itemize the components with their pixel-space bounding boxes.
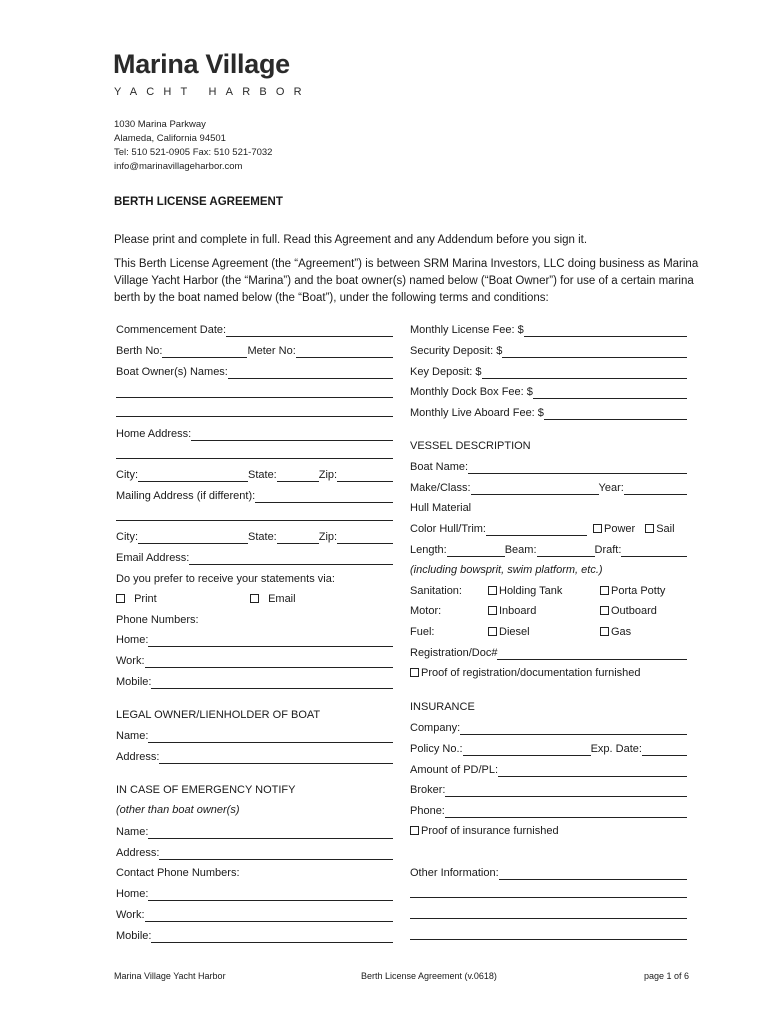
other-information-field[interactable] bbox=[410, 865, 687, 880]
emergency-mobile-field[interactable] bbox=[116, 928, 393, 943]
draft-label: Draft: bbox=[594, 544, 622, 556]
mailing-city-label: City: bbox=[116, 531, 138, 543]
legal-owner-address-label: Address: bbox=[116, 751, 160, 763]
home-phone-label: Home: bbox=[116, 634, 149, 646]
key-deposit-label: Key Deposit: $ bbox=[410, 366, 482, 378]
dock-box-fee-label: Monthly Dock Box Fee: $ bbox=[410, 386, 533, 398]
outboard-label: Outboard bbox=[611, 605, 657, 617]
sail-option[interactable] bbox=[645, 523, 674, 536]
inboard-label: Inboard bbox=[499, 605, 537, 617]
city-state-zip-field[interactable] bbox=[116, 467, 393, 482]
proof-insurance-label: Proof of insurance furnished bbox=[421, 825, 559, 837]
meter-no-label: Meter No: bbox=[247, 345, 296, 357]
make-class-year-field[interactable] bbox=[410, 480, 687, 495]
inboard-option[interactable] bbox=[488, 605, 536, 618]
print-checkbox[interactable] bbox=[116, 594, 125, 603]
logo-subtitle: YACHT HARBOR bbox=[114, 86, 311, 98]
address-line-4: info@marinavillageharbor.com bbox=[114, 161, 243, 172]
emergency-home-field[interactable] bbox=[116, 886, 393, 901]
outboard-checkbox[interactable] bbox=[600, 606, 609, 615]
proof-insurance-option[interactable] bbox=[410, 825, 559, 838]
logo-title: Marina Village bbox=[113, 49, 290, 79]
mailing-address-field[interactable] bbox=[116, 488, 393, 503]
work-phone-field[interactable] bbox=[116, 653, 393, 668]
insurance-phone-label: Phone: bbox=[410, 805, 445, 817]
address-line-1: 1030 Marina Parkway bbox=[114, 119, 206, 130]
zip-label: Zip: bbox=[318, 469, 338, 481]
print-option[interactable] bbox=[116, 593, 157, 606]
inboard-checkbox[interactable] bbox=[488, 606, 497, 615]
mailing-address-line-2[interactable] bbox=[116, 520, 393, 521]
intro-paragraph: This Berth License Agreement (the “Agreement”) is between SRM Marina Investors, LLC doing business as Marina Village Yacht Harbor (the “Marina”) and the boat owner(s) named below (“Boat Owner”) for use of a certain marina berth by the boat named below (the “Boat”), under the following terms and conditions: bbox=[114, 258, 699, 304]
mailing-zip-label: Zip: bbox=[318, 531, 338, 543]
email-address-field[interactable] bbox=[116, 550, 393, 565]
outboard-option[interactable] bbox=[600, 605, 657, 618]
work-phone-label: Work: bbox=[116, 655, 145, 667]
email-checkbox[interactable] bbox=[250, 594, 259, 603]
address-line-2: Alameda, California 94501 bbox=[114, 133, 226, 144]
other-information-line-2[interactable] bbox=[410, 897, 687, 898]
emergency-home-label: Home: bbox=[116, 888, 149, 900]
mailing-state-label: State: bbox=[248, 531, 277, 543]
instruction-text: Please print and complete in full. Read this Agreement and any Addendum before you sign it. bbox=[114, 234, 588, 246]
emergency-address-field[interactable] bbox=[116, 845, 393, 860]
boat-owners-line-3[interactable] bbox=[116, 416, 393, 417]
sail-checkbox[interactable] bbox=[645, 524, 654, 533]
home-phone-field[interactable] bbox=[116, 632, 393, 647]
amount-pd-pl-label: Amount of PD/PL: bbox=[410, 764, 499, 776]
security-deposit-label: Security Deposit: $ bbox=[410, 345, 503, 357]
company-label: Company: bbox=[410, 722, 461, 734]
other-information-line-4[interactable] bbox=[410, 939, 687, 940]
key-deposit-field[interactable] bbox=[410, 364, 687, 379]
diesel-checkbox[interactable] bbox=[488, 627, 497, 636]
power-checkbox[interactable] bbox=[593, 524, 602, 533]
home-address-field[interactable] bbox=[116, 426, 393, 441]
other-information-line-3[interactable] bbox=[410, 918, 687, 919]
commencement-date-label: Commencement Date: bbox=[116, 324, 227, 336]
monthly-license-fee-label: Monthly License Fee: $ bbox=[410, 324, 524, 336]
beam-label: Beam: bbox=[504, 544, 537, 556]
vessel-description-heading: VESSEL DESCRIPTION bbox=[410, 440, 531, 452]
power-label: Power bbox=[604, 523, 636, 535]
home-address-label: Home Address: bbox=[116, 428, 192, 440]
holding-tank-label: Holding Tank bbox=[499, 585, 563, 597]
company-field[interactable] bbox=[410, 720, 687, 735]
porta-potty-option[interactable] bbox=[600, 585, 665, 598]
insurance-phone-field[interactable] bbox=[410, 803, 687, 818]
power-option[interactable] bbox=[593, 523, 635, 536]
hull-material-label[interactable]: Hull Material bbox=[410, 502, 472, 514]
gas-label: Gas bbox=[611, 626, 632, 638]
holding-tank-checkbox[interactable] bbox=[488, 586, 497, 595]
diesel-option[interactable] bbox=[488, 626, 530, 639]
sanitation-label: Sanitation: bbox=[410, 585, 462, 597]
email-option-label: Email bbox=[268, 593, 296, 605]
length-label: Length: bbox=[410, 544, 447, 556]
document-title: BERTH LICENSE AGREEMENT bbox=[114, 196, 283, 208]
live-aboard-fee-field[interactable] bbox=[410, 405, 687, 420]
legal-owner-name-label: Name: bbox=[116, 730, 149, 742]
mobile-phone-label: Mobile: bbox=[116, 676, 152, 688]
berth-no-label: Berth No: bbox=[116, 345, 163, 357]
print-option-label: Print bbox=[134, 593, 157, 605]
proof-registration-checkbox[interactable] bbox=[410, 668, 419, 677]
porta-potty-checkbox[interactable] bbox=[600, 586, 609, 595]
emergency-note: (other than boat owner(s) bbox=[116, 804, 240, 816]
footer-left: Marina Village Yacht Harbor bbox=[114, 971, 226, 981]
dock-box-fee-field[interactable] bbox=[410, 384, 687, 399]
proof-registration-option[interactable] bbox=[410, 667, 641, 680]
home-address-line-2[interactable] bbox=[116, 458, 393, 459]
porta-potty-label: Porta Potty bbox=[611, 585, 666, 597]
mailing-city-state-zip-field[interactable] bbox=[116, 529, 393, 544]
address-line-3: Tel: 510 521-0905 Fax: 510 521-7032 bbox=[114, 147, 273, 158]
emergency-name-label: Name: bbox=[116, 826, 149, 838]
phone-numbers-label: Phone Numbers: bbox=[116, 614, 199, 626]
broker-field[interactable] bbox=[410, 782, 687, 797]
fuel-label: Fuel: bbox=[410, 626, 435, 638]
emergency-address-label: Address: bbox=[116, 847, 160, 859]
registration-label: Registration/Doc# bbox=[410, 647, 498, 659]
emergency-work-label: Work: bbox=[116, 909, 145, 921]
amount-pd-pl-field[interactable] bbox=[410, 762, 687, 777]
contact-phones-label: Contact Phone Numbers: bbox=[116, 867, 240, 879]
boat-owners-field[interactable] bbox=[116, 364, 393, 379]
holding-tank-option[interactable] bbox=[488, 585, 562, 598]
boat-owners-line-2[interactable] bbox=[116, 397, 393, 398]
email-option[interactable] bbox=[250, 593, 296, 606]
commencement-date-field[interactable] bbox=[116, 322, 393, 337]
policy-exp-field[interactable] bbox=[410, 741, 687, 756]
length-note: (including bowsprit, swim platform, etc.) bbox=[410, 564, 603, 576]
boat-owners-label: Boat Owner(s) Names: bbox=[116, 366, 228, 378]
color-hull-trim-label: Color Hull/Trim: bbox=[410, 523, 486, 535]
statements-question: Do you prefer to receive your statements via: bbox=[116, 573, 335, 585]
emergency-work-field[interactable] bbox=[116, 907, 393, 922]
broker-label: Broker: bbox=[410, 784, 446, 796]
sail-label: Sail bbox=[656, 523, 675, 535]
other-information-label: Other Information: bbox=[410, 867, 499, 879]
registration-field[interactable] bbox=[410, 645, 687, 660]
email-address-label: Email Address: bbox=[116, 552, 190, 564]
diesel-label: Diesel bbox=[499, 626, 530, 638]
emergency-heading: IN CASE OF EMERGENCY NOTIFY bbox=[116, 784, 296, 796]
year-label: Year: bbox=[598, 482, 624, 494]
proof-insurance-checkbox[interactable] bbox=[410, 826, 419, 835]
footer-center: Berth License Agreement (v.0618) bbox=[361, 971, 497, 981]
motor-label: Motor: bbox=[410, 605, 442, 617]
live-aboard-fee-label: Monthly Live Aboard Fee: $ bbox=[410, 407, 544, 419]
boat-name-label: Boat Name: bbox=[410, 461, 469, 473]
legal-owner-address-field[interactable] bbox=[116, 749, 393, 764]
legal-owner-heading: LEGAL OWNER/LIENHOLDER OF BOAT bbox=[116, 709, 321, 721]
security-deposit-field[interactable] bbox=[410, 343, 687, 358]
mailing-address-label: Mailing Address (if different): bbox=[116, 490, 256, 502]
emergency-mobile-label: Mobile: bbox=[116, 930, 152, 942]
city-label: City: bbox=[116, 469, 138, 481]
state-label: State: bbox=[248, 469, 277, 481]
berth-meter-field[interactable] bbox=[116, 343, 393, 358]
policy-no-label: Policy No.: bbox=[410, 743, 463, 755]
exp-date-label: Exp. Date: bbox=[590, 743, 642, 755]
gas-checkbox[interactable] bbox=[600, 627, 609, 636]
legal-owner-name-field[interactable] bbox=[116, 728, 393, 743]
mobile-phone-field[interactable] bbox=[116, 674, 393, 689]
color-hull-trim-field[interactable] bbox=[410, 521, 687, 536]
insurance-heading: INSURANCE bbox=[410, 701, 475, 713]
gas-option[interactable] bbox=[600, 626, 631, 639]
emergency-name-field[interactable] bbox=[116, 824, 393, 839]
footer-page-number: page 1 of 6 bbox=[644, 971, 690, 981]
length-beam-draft-field[interactable] bbox=[410, 542, 687, 557]
boat-name-field[interactable] bbox=[410, 459, 687, 474]
proof-registration-label: Proof of registration/documentation furnished bbox=[421, 667, 641, 679]
monthly-license-fee-field[interactable] bbox=[410, 322, 687, 337]
make-class-label: Make/Class: bbox=[410, 482, 471, 494]
